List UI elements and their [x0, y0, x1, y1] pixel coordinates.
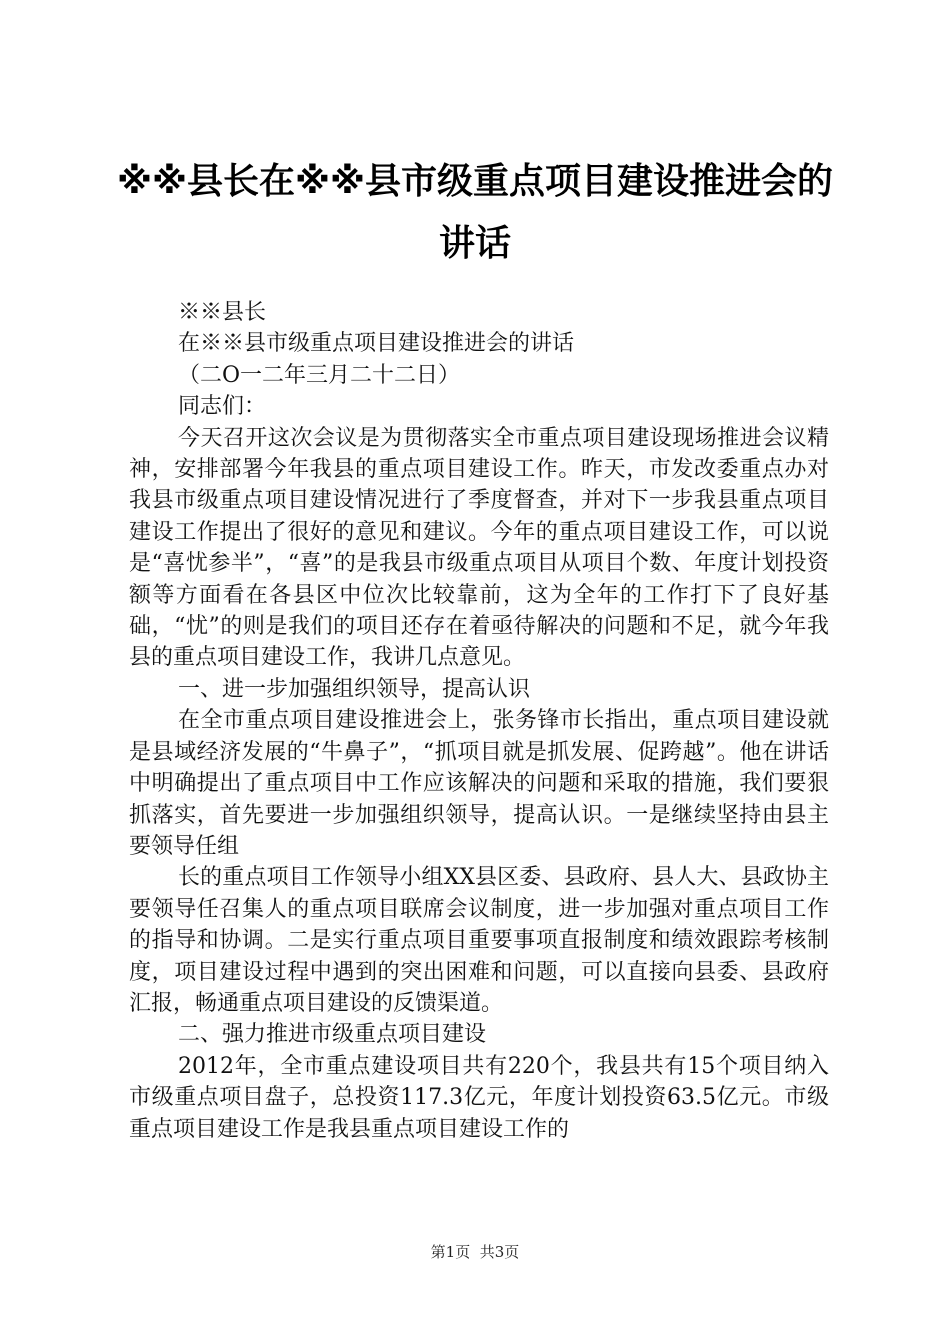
section-heading: 一、进一步加强组织领导，提高认识 — [178, 676, 531, 702]
speaker-line: ※※县长 — [178, 300, 267, 325]
body-paragraph: 在全市重点项目建设推进会上，张务锋市长指出，重点项目建设就是县域经济发展的“牛鼻子”，“抓项目就是抓发展、促跨越”。他在讲话中明确提出了重点项目中工作应该解决的问题和采取的措施，我们要狠抓落实，首先要进一步加强组织领导，提高认识。一是继续坚持由县主要领导任组 — [129, 708, 829, 859]
document-title-line-2: 讲话 — [438, 223, 511, 264]
page-footer — [0, 1242, 950, 1262]
page-total: 共3页 — [479, 1243, 520, 1261]
speech-date-line: （二O一二年三月二十二日） — [178, 362, 461, 388]
body-paragraph: 长的重点项目工作领导小组XX县区委、县政府、县人大、县政协主要领导任召集人的重点项目联席会议制度，进一步加强对重点项目工作的指导和协调。二是实行重点项目重要事项直报制度和绩效跟踪考核制度，项目建设过程中遇到的突出困难和问题，可以直接向县委、县政府汇报，畅通重点项目建设的反馈渠道。 — [129, 865, 829, 1016]
page-number: 第1页 — [430, 1243, 471, 1261]
body-paragraph: 今天召开这次会议是为贯彻落实全市重点项目建设现场推进会议精神，安排部署今年我县的重点项目建设工作。昨天，市发改委重点办对我县市级重点项目建设情况进行了季度督查，并对下一步我县重点项目建设工作提出了很好的意见和建议。今年的重点项目建设工作，可以说是“喜忧参半”，“喜”的是我县市级重点项目从项目个数、年度计划投资额等方面看在各县区中位次比较靠前，这为全年的工作打下了良好基础，“忧”的则是我们的项目还存在着亟待解决的问题和不足，就今年我县的重点项目建设工作，我讲几点意见。 — [129, 425, 829, 671]
speech-title-line: 在※※县市级重点项目建设推进会的讲话 — [178, 331, 575, 357]
salutation-line: 同志们： — [178, 394, 267, 420]
body-paragraph: 2012年，全市重点建设项目共有220个，我县共有15个项目纳入市级重点项目盘子，总投资117.3亿元，年度计划投资63.5亿元。市级重点项目建设工作是我县重点项目建设工作的 — [129, 1053, 829, 1142]
document-title-line-1: ※※县长在※※县市级重点项目建设推进会的 — [117, 161, 833, 202]
section-heading: 二、强力推进市级重点项目建设 — [178, 1022, 487, 1048]
document-body — [129, 297, 829, 1145]
